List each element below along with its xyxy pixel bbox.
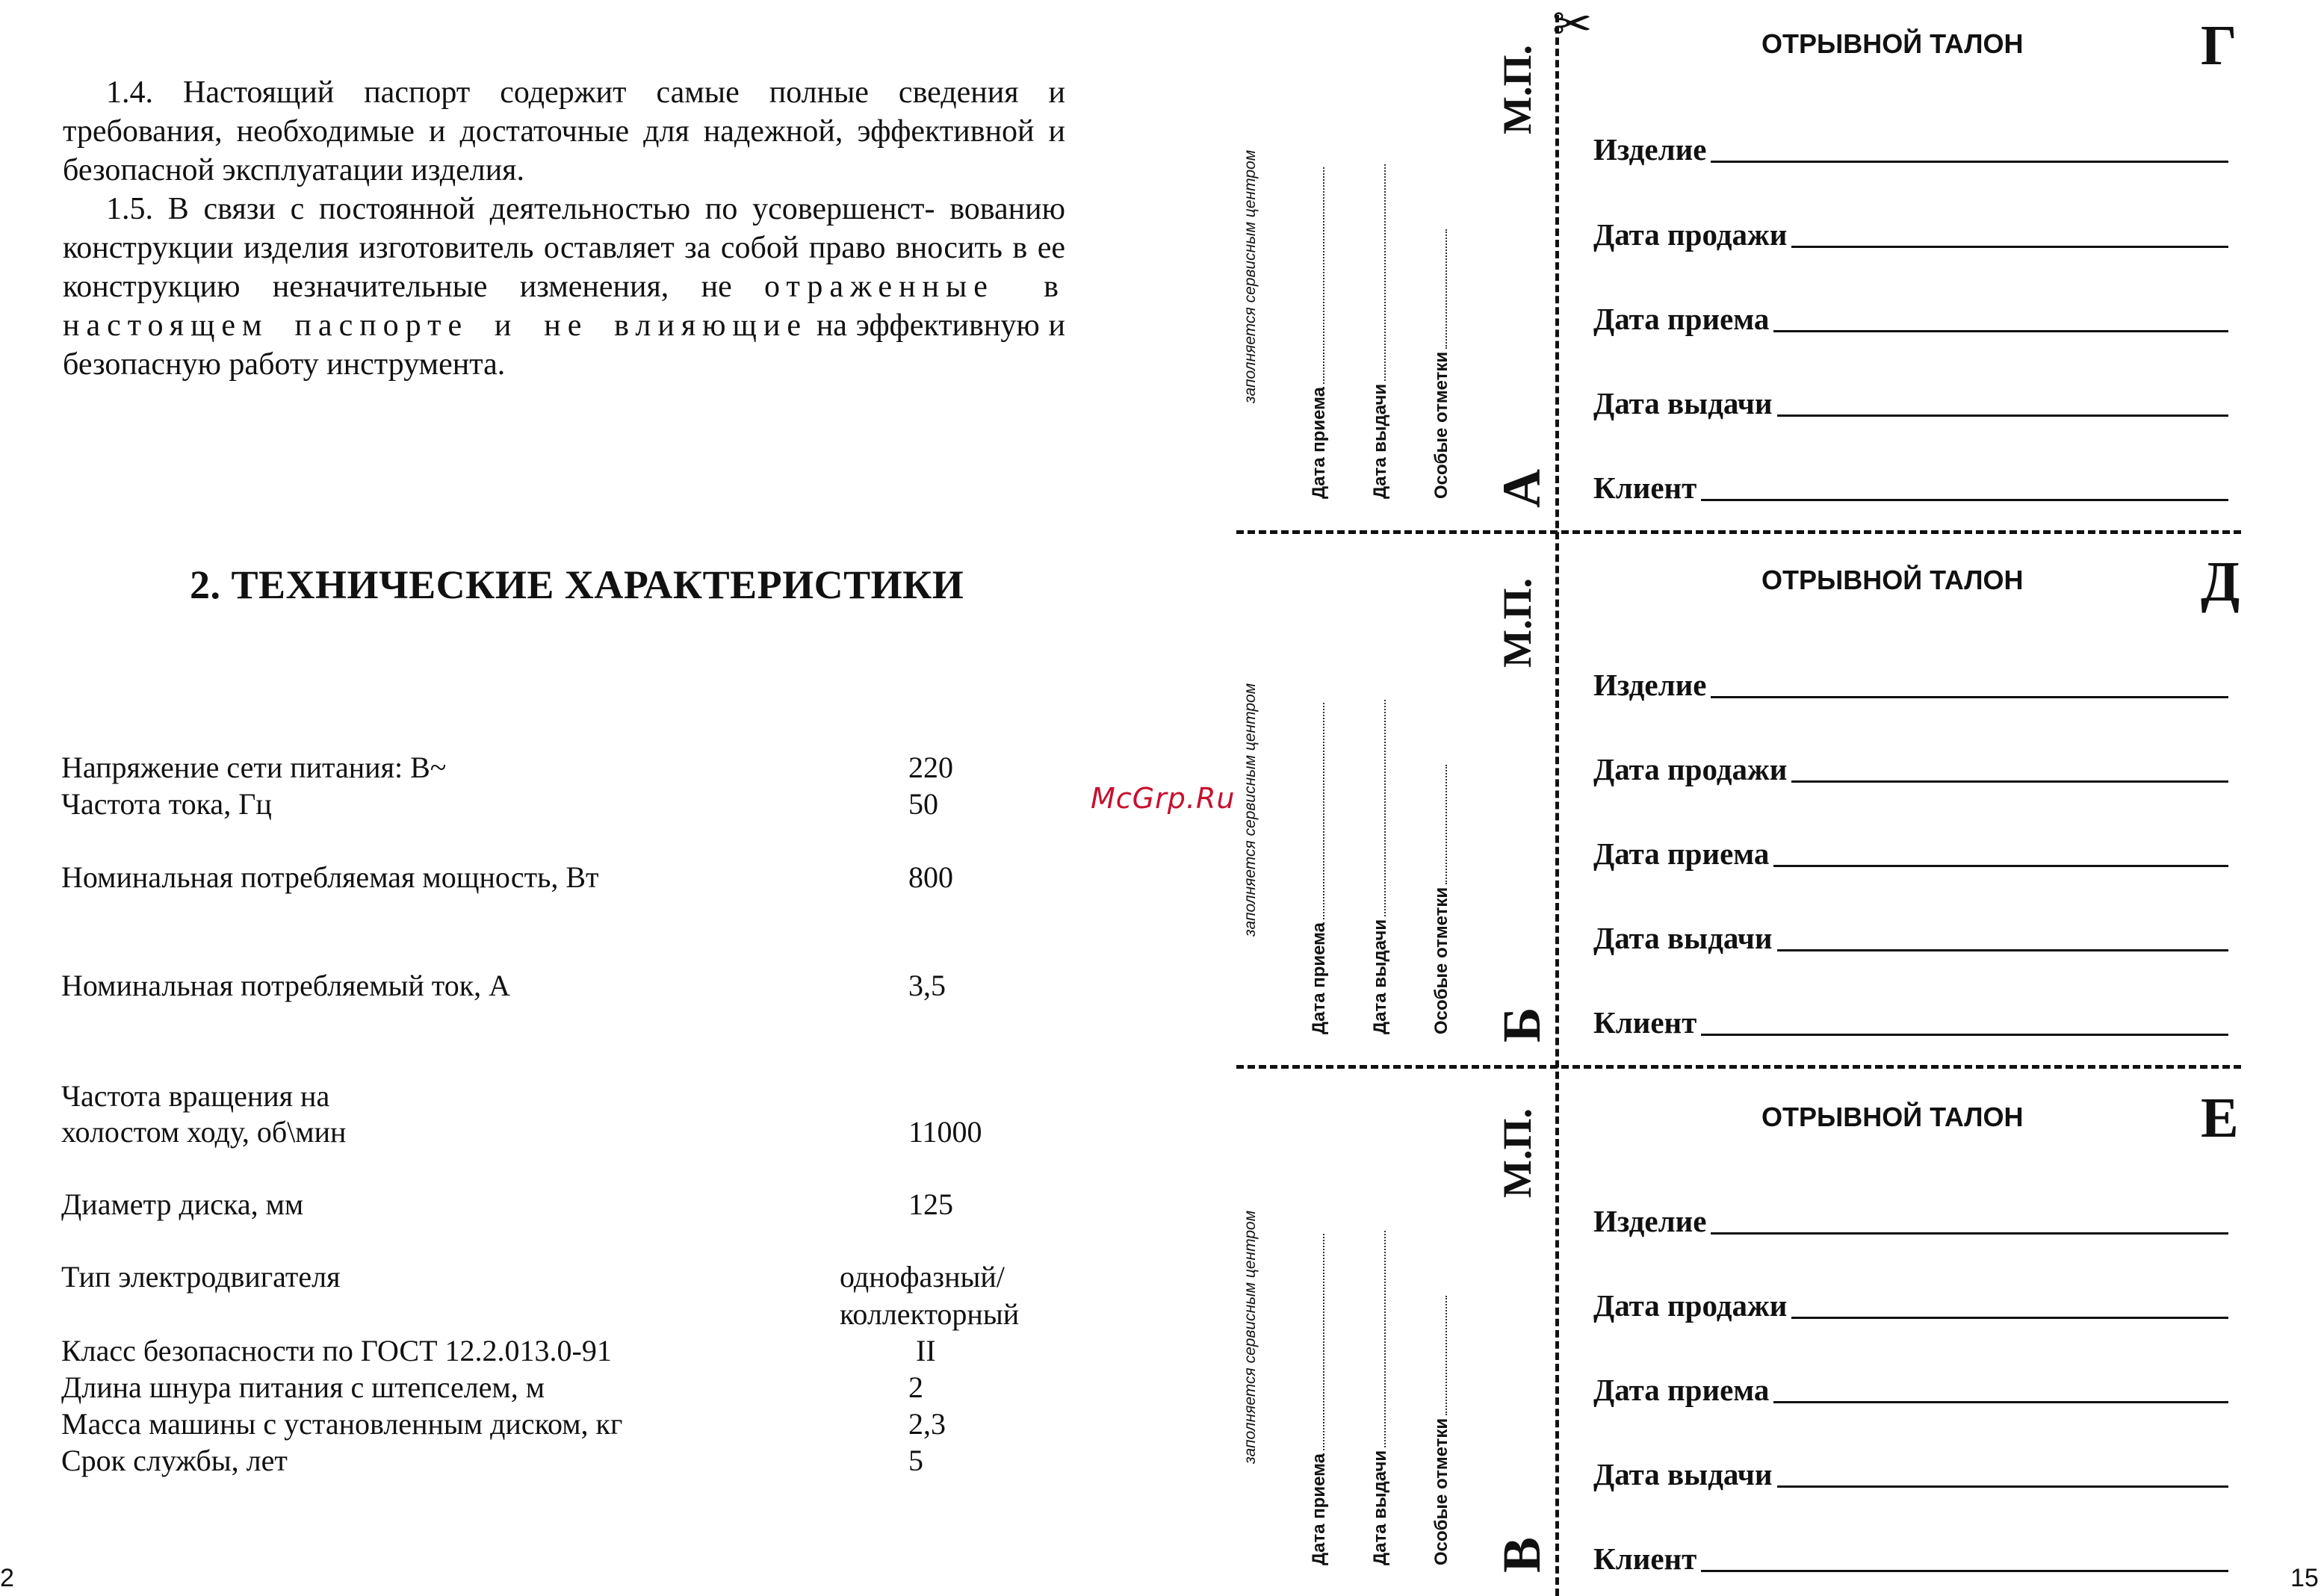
spec-value: 5 <box>908 1444 923 1477</box>
coupon-field-receive-date[interactable]: Дата приема <box>1593 294 2228 335</box>
coupon-letter: Е <box>2201 1087 2239 1149</box>
page-number-right: 15 <box>2290 1564 2319 1592</box>
coupon-field-issue-date[interactable]: Дата выдачи <box>1593 1449 2228 1491</box>
coupon-field-product[interactable]: Изделие <box>1593 659 2228 701</box>
coupon-field-issue-date[interactable]: Дата выдачи <box>1593 913 2228 954</box>
stub-date-received: Дата приема <box>1309 167 1330 499</box>
spec-label: Частота вращения на <box>61 1079 330 1113</box>
stub-notes: Особые отметки <box>1431 1296 1452 1565</box>
spec-label: Напряжение сети питания: В~ <box>61 751 447 784</box>
horizontal-cut-line <box>1236 530 2241 534</box>
spec-value: 2,3 <box>908 1407 946 1441</box>
coupon-title: ОТРЫВНОЙ ТАЛОН <box>1761 1102 2024 1132</box>
spec-value: II <box>916 1334 936 1367</box>
spec-label: холостом ходу, об\мин <box>61 1115 347 1149</box>
spec-value: 2 <box>908 1370 923 1404</box>
coupon-field-client[interactable]: Клиент <box>1593 1533 2228 1575</box>
coupon-field-client[interactable]: Клиент <box>1593 462 2228 504</box>
stub-date-issued: Дата выдачи <box>1370 1231 1391 1565</box>
paragraph-1-4: 1.4. Настоящий паспорт содержит самые полные сведения и требования, необходимые и достаточные для надежной, эффективной и безопасной эксплуатации изделия. <box>63 75 1066 187</box>
stub-service-note: заполняется сервисным центром <box>1242 149 1259 403</box>
stub-notes: Особые отметки <box>1431 765 1452 1034</box>
stub-date-issued: Дата выдачи <box>1370 164 1391 499</box>
vertical-cut-line <box>1555 15 1559 1596</box>
stub-date-issued: Дата выдачи <box>1370 700 1391 1034</box>
stub-service-note: заполняется сервисным центром <box>1242 1210 1259 1464</box>
stub-date-received: Дата приема <box>1309 1234 1330 1565</box>
intro-text <box>63 73 1065 384</box>
stub-service-note: заполняется сервисным центром <box>1242 683 1259 937</box>
coupon-letter: Г <box>2201 14 2237 77</box>
stub-stamp: М.П. <box>1495 45 1540 134</box>
spec-value: 50 <box>908 787 938 821</box>
stub-stamp: М.П. <box>1495 578 1540 668</box>
stub-stamp: М.П. <box>1495 1108 1540 1198</box>
coupon-field-product[interactable]: Изделие <box>1593 1196 2228 1238</box>
page-number-left: 2 <box>0 1564 14 1592</box>
stub-letter: Б <box>1492 1007 1552 1043</box>
spec-label: Диаметр диска, мм <box>61 1187 304 1221</box>
coupon-field-issue-date[interactable]: Дата выдачи <box>1593 378 2228 420</box>
coupon-field-product[interactable]: Изделие <box>1593 124 2228 166</box>
spec-value: 220 <box>908 751 953 784</box>
spec-label: Частота тока, Гц <box>61 787 272 821</box>
spec-value: однофазный/ <box>840 1260 1005 1294</box>
spec-value: 3,5 <box>908 969 946 1002</box>
spec-label: Срок службы, лет <box>61 1444 288 1477</box>
spec-label: Номинальная потребляемая мощность, Вт <box>61 860 599 894</box>
coupon-title: ОТРЫВНОЙ ТАЛОН <box>1761 565 2024 595</box>
spec-value: 125 <box>908 1187 953 1221</box>
coupon-letter: Д <box>2201 550 2240 613</box>
section-title: 2. ТЕХНИЧЕСКИЕ ХАРАКТЕРИСТИКИ <box>190 562 964 607</box>
coupon-field-sale-date[interactable]: Дата продажи <box>1593 1280 2228 1322</box>
spec-label: Длина шнура питания с штепселем, м <box>61 1370 545 1404</box>
stub-letter: А <box>1492 469 1552 508</box>
stub-letter: В <box>1492 1536 1552 1573</box>
spec-value: 11000 <box>908 1115 982 1149</box>
coupon-field-sale-date[interactable]: Дата продажи <box>1593 209 2228 251</box>
spec-value: коллекторный <box>840 1297 1020 1331</box>
coupon-field-receive-date[interactable]: Дата приема <box>1593 1364 2228 1406</box>
spec-label: Номинальная потребляемый ток, А <box>61 969 511 1002</box>
stub-date-received: Дата приема <box>1309 703 1330 1034</box>
spec-label: Класс безопасности по ГОСТ 12.2.013.0-91 <box>61 1334 612 1367</box>
spec-value: 800 <box>908 860 953 894</box>
spec-label: Масса машины с установленным диском, кг <box>61 1407 623 1441</box>
watermark: McGrp.Ru <box>1091 782 1236 815</box>
coupon-field-sale-date[interactable]: Дата продажи <box>1593 744 2228 786</box>
spec-label: Тип электродвигателя <box>61 1260 341 1294</box>
horizontal-cut-line <box>1236 1065 2241 1069</box>
paragraph-1-5: 1.5. В связи с постоянной деятельностью по усовершенст- вованию конструкции изделия изготовитель оставляет за собой право вносить в ее конструкцию незначительные изменения, не отраженные в настоящем паспорте и не влияющие на эффективную и безопасную работу инструмента. <box>63 192 1066 382</box>
scissors-icon: ✂ <box>1552 0 1593 52</box>
stub-notes: Особые отметки <box>1431 229 1452 499</box>
coupon-title: ОТРЫВНОЙ ТАЛОН <box>1761 28 2024 59</box>
coupon-field-receive-date[interactable]: Дата приема <box>1593 828 2228 870</box>
coupon-field-client[interactable]: Клиент <box>1593 997 2228 1039</box>
